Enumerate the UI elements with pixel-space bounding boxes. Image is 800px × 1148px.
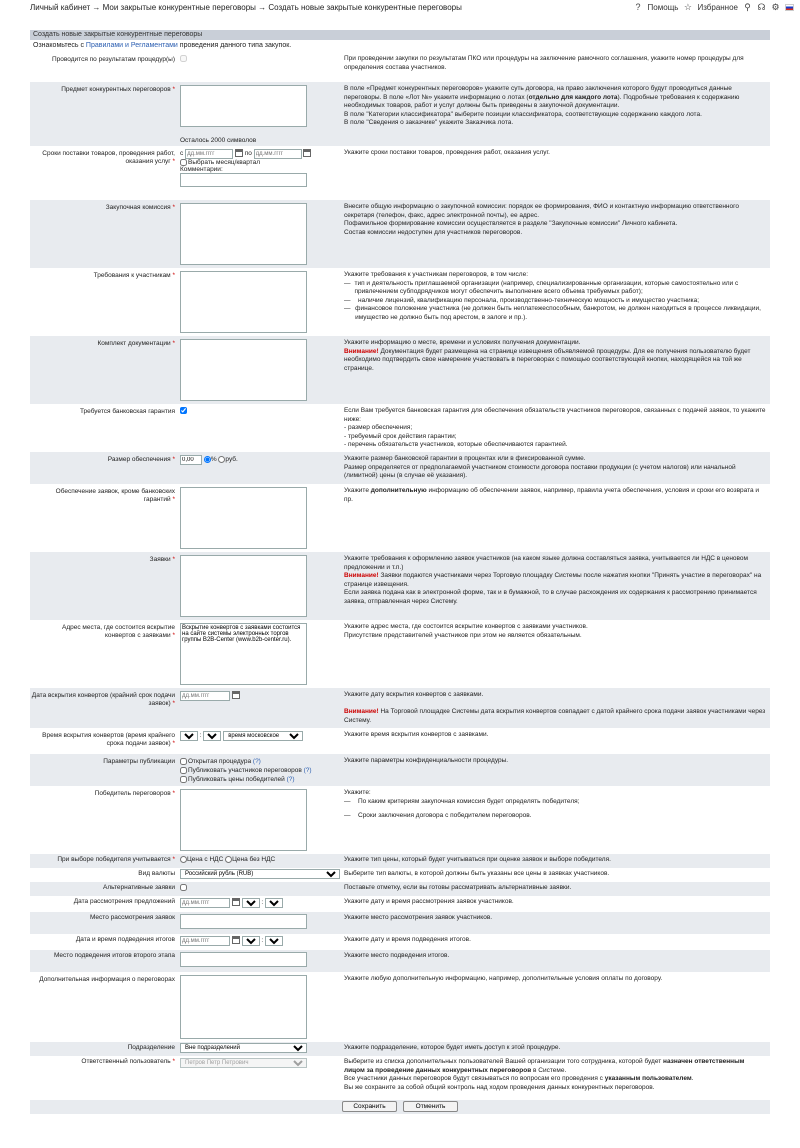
row-publication: Параметры публикации Открытая процедура (?) Публиковать участников переговоров (?) Публиковать цены победителей (?) Укажите параметры конфиденциальности процедуры. xyxy=(30,754,770,786)
row-price-type: При выборе победителя учитывается * Цена с НДС Цена без НДС Укажите тип цены, который будет учитываться при оценке заявок и выборе победителя. xyxy=(30,854,770,868)
review-minute-select[interactable] xyxy=(265,898,283,908)
calendar-icon[interactable] xyxy=(235,149,243,157)
support-icon[interactable]: ☊ xyxy=(757,1,766,12)
currency-select[interactable] xyxy=(180,869,340,879)
language-flag-icon[interactable] xyxy=(785,4,794,11)
row-address: Адрес места, где состоится вскрытие конвертов с заявками * Вскрытие конвертов с заявками состоится на сайте системы электронных торгов группы B2B-Center (www.b2b-center.ru). Укажите адрес места, где состоится вскрытие конвертов с заявками участников. Присутствие представителей участников при этом не является обязательным. xyxy=(30,620,770,688)
row-review-date: Дата рассмотрения предложений дд.мм.гггг 0 : 00 Укажите дату и время рассмотрения заявок участников. xyxy=(30,896,770,912)
pko-checkbox[interactable] xyxy=(180,55,187,62)
create-procedure-form xyxy=(30,30,770,1116)
row-results-date: Дата и время подведения итогов дд.мм.гггг 0 : 00 Укажите дату и время подведения итогов. xyxy=(30,934,770,950)
open-procedure-checkbox[interactable] xyxy=(180,758,187,765)
open-minute-select[interactable] xyxy=(203,731,221,741)
responsible-select[interactable] xyxy=(180,1058,307,1068)
form-actions xyxy=(30,1100,770,1114)
commission-textarea[interactable] xyxy=(180,203,307,265)
row-pko: Проводится по результатам процедур(ы) При проведении закупки по результатам ПКО или процедуры на заключение рамочного соглашения, укажите номер процедуры для определения состава участников. xyxy=(52,55,744,71)
results-hour-select[interactable] xyxy=(242,936,260,946)
row-guarantee: Требуется банковская гарантия Если Вам требуется банковская гарантия для обеспечения обязательств участников переговоров, связанных с подачей заявок, то укажите ниже: - размер обеспечения; - требуемый срок действия гарантии; - перечень обязательств участников, которые обеспечиваются гарантией. xyxy=(79,407,766,449)
terms-from-input[interactable] xyxy=(185,149,233,159)
row-currency: Вид валюты Российский рубль (RUB) Выберите тип валюты, в которой должны быть указаны все цены в заявках участников. xyxy=(30,868,770,882)
row-winner: Победитель переговоров * Укажите: — По каким критериям закупочная комиссия будет определять победителя; — Сроки заключения договора с победителем переговоров. xyxy=(30,786,770,854)
bids-textarea[interactable] xyxy=(180,555,307,617)
security-input[interactable] xyxy=(180,455,202,465)
search-icon[interactable]: ⚲ xyxy=(744,1,751,12)
results-minute-select[interactable] xyxy=(265,936,283,946)
calendar-icon[interactable] xyxy=(232,691,240,699)
price-with-vat-radio[interactable] xyxy=(180,856,187,863)
alternative-checkbox[interactable] xyxy=(180,884,187,891)
results-place-input[interactable] xyxy=(180,952,307,967)
row-security: Размер обеспечения * 0,00 % руб. Укажите размер банковской гарантии в процентах или в фиксированной сумме. Размер определяется от предполагаемой участником стоимости договора поставки продукции (с учетом налогов) или начальной (лимитной) цены (в случае её указания). xyxy=(30,452,770,484)
row-review-place: Место рассмотрения заявок Укажите место рассмотрения заявок участников. xyxy=(30,912,770,934)
rules-link[interactable]: Правилами и Регламентами xyxy=(85,42,178,49)
row-responsible: Ответственный пользователь * Петров Петр Петрович Выберите из списка дополнительных пользователей Вашей организации того сотрудника, которой будет назначен ответственным лицом за проведение данных конкурентных переговоров в Системе. Все участники данных переговоров будут связываться по вопросам его проведения с указанным пользователем. Вы же сохраните за собой общий контроль над ходом проведения данных конкурентных переговоров. xyxy=(30,1056,770,1100)
calendar-icon[interactable] xyxy=(303,149,311,157)
help-icon[interactable]: ? xyxy=(635,1,641,12)
row-results-place: Место подведения итогов второго этапа Укажите место подведения итогов. xyxy=(30,950,770,972)
security-other-textarea[interactable] xyxy=(180,487,307,549)
guarantee-checkbox[interactable] xyxy=(180,407,187,414)
calendar-icon[interactable] xyxy=(232,936,240,944)
terms-to-input[interactable] xyxy=(254,149,302,159)
requirements-textarea[interactable] xyxy=(180,271,307,333)
calendar-icon[interactable] xyxy=(232,898,240,906)
winner-textarea[interactable] xyxy=(180,789,307,851)
row-division: Подразделение Вне подразделений Укажите подразделение, которое будет иметь доступ к этой процедуре. xyxy=(30,1042,770,1056)
row-alternative: Альтернативные заявки Поставьте отметку, если вы готовы рассматривать альтернативные заявки. xyxy=(30,882,770,896)
row-terms: Сроки поставки товаров, проведения работ, оказания услуг * с дд.мм.гггг по дд.мм.гггг Выбрать месяц/квартал Комментарии: Укажите сроки поставки товаров, проведения работ, оказания услуг. xyxy=(30,146,770,200)
publish-prices-checkbox[interactable] xyxy=(180,776,187,783)
row-open-time: Время вскрытия конвертов (время крайнего срока подачи заявок) * 0 : 00 время московское Укажите время вскрытия конвертов с заявками. xyxy=(30,728,770,754)
save-button[interactable]: Сохранить xyxy=(342,1101,397,1112)
extra-textarea[interactable] xyxy=(180,975,307,1039)
row-subject: Предмет конкурентных переговоров * Осталось 2000 символов В поле «Предмет конкурентных переговоров» укажите суть договора, на право заключения которого будут проводиться данные переговоры. В поле «Лот №» укажите информацию о лотах (отдельно для каждого лота). Подробные требования к содержанию необходимых товаров, работ и услуг должны быть приведены в закупочной документации. В поле "Категории классификатора" выберите позиции классификатора, соответствующие содержанию каждого лота. В поле "Сведения о заказчике" укажите Заказчика лота. xyxy=(30,82,770,146)
month-quarter-checkbox[interactable] xyxy=(180,159,187,166)
address-textarea[interactable] xyxy=(180,623,307,685)
row-bids: Заявки * Укажите требования к оформлению заявок участников (на каком языке должна составляться заявка, учитывается ли НДС в ценовом предложении и т.п.) Внимание! Заявки подаются участниками через Торговую площадку Системы после нажатия кнопки "Принять участие в переговорах" на странице извещения. Если заявка подана как в электронной форме, так и в бумажной, то в случае расхождения их содержания к рассмотрению принимается заявка, отправленная через Систему. xyxy=(30,552,770,620)
open-hour-select[interactable] xyxy=(180,731,198,741)
review-hour-select[interactable] xyxy=(242,898,260,908)
gear-icon[interactable]: ⚙ xyxy=(771,1,780,12)
row-open-date: Дата вскрытия конвертов (крайний срок подачи заявок) * дд.мм.гггг Укажите дату вскрытия конвертов с заявками. Внимание! На Торговой площадке Системы дата вскрытия конвертов совпадает с датой крайнего срока подачи заявок участниками через Систему. xyxy=(30,688,770,728)
open-date-input[interactable] xyxy=(180,691,230,701)
results-date-input[interactable] xyxy=(180,936,230,946)
intro-note: Ознакомьтесь с Правилами и Регламентами проведения данного типа закупок. xyxy=(30,40,770,52)
timezone-select[interactable] xyxy=(223,731,303,741)
terms-comments-input[interactable] xyxy=(180,173,307,187)
row-commission: Закупочная комиссия * Внесите общую информацию о закупочной комиссии: порядок ее формирования, ФИО и контактную информацию ответственного секретаря (телефон, факс, адрес электронной почты), ее адрес. Пофамильное формирование комиссии осуществляется в разделе "Закупочные комиссии" Личного кабинета. Состав комиссии недоступен для участников переговоров. xyxy=(30,200,770,268)
remaining-chars: Осталось 2000 символов xyxy=(180,137,257,144)
help-link[interactable]: Помощь xyxy=(647,2,679,12)
subject-textarea[interactable] xyxy=(180,85,307,127)
division-select[interactable] xyxy=(180,1043,307,1053)
publish-participants-checkbox[interactable] xyxy=(180,767,187,774)
row-requirements: Требования к участникам * Укажите требования к участникам переговоров, в том числе: — тип и деятельность приглашаемой организации (например, специализированные организации, которые самостоятельно или с привлечением субподрядчиков могут обеспечить выполнение всего объема требуемых работ); — наличие лицензий, квалификацию персонала, производственно-техническую мощность и имущество участника; — финансовое положение участника (не должен быть неплатежеспособным, банкротом, не должен находиться в процессе ликвидации, имущество не должно быть под арестом, в залоге и пр.). xyxy=(30,268,770,336)
favorites-link[interactable]: Избранное xyxy=(697,2,738,12)
cancel-button[interactable]: Отменить xyxy=(403,1101,458,1112)
panel-title: Создать новые закрытые конкурентные переговоры xyxy=(30,30,770,40)
review-date-input[interactable] xyxy=(180,898,230,908)
row-security-other: Обеспечение заявок, кроме банковских гарантий * Укажите дополнительную информацию об обеспечении заявок, например, правила учета обеспечения, условия и сроки его возврата и пр. xyxy=(30,484,770,552)
star-icon[interactable]: ☆ xyxy=(683,1,692,12)
row-docs: Комплект документации * Укажите информацию о месте, времени и условиях получения документации. Внимание! Документация будет размещена на странице извещения объявляемой процедуры. Для ее получения пользователю будет необходимо подтвердить свое намерение участвовать в переговорах с помощью соответствующей кнопки, находящейся на той же странице. xyxy=(30,336,770,404)
row-extra: Дополнительная информация о переговорах Укажите любую дополнительную информацию, например, дополнительные условия оплаты по договору. xyxy=(30,972,770,1042)
breadcrumb[interactable]: Личный кабинет → Мои закрытые конкурентные переговоры → Создать новые закрытые конкурентные переговоры xyxy=(30,2,462,12)
percent-radio[interactable] xyxy=(204,456,211,463)
docs-textarea[interactable] xyxy=(180,339,307,401)
review-place-input[interactable] xyxy=(180,914,307,929)
